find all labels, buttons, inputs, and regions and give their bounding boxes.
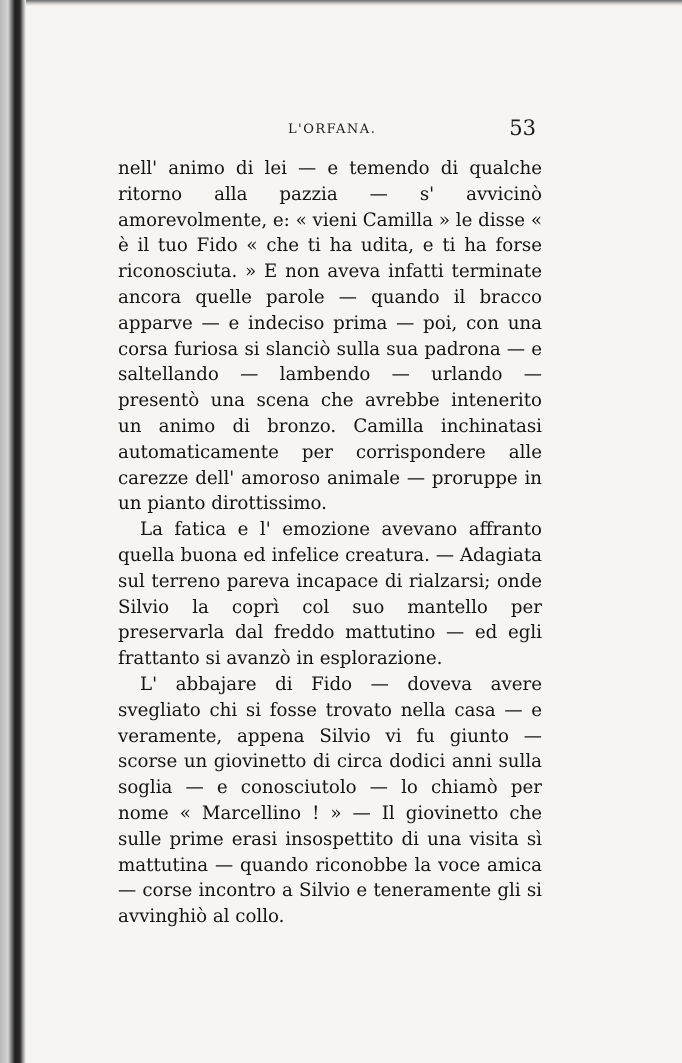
page-top-edge: [0, 0, 682, 6]
binding-shadow: [0, 0, 26, 1063]
page-header: [118, 116, 538, 146]
body-text: [118, 156, 542, 930]
page-number: 53: [509, 116, 536, 140]
paragraph-1: nell' animo di lei — e temendo di qualche ritorno alla pazzia — s' avvicinò amorevolmente, e: « vieni Camilla » le disse « è il tuo Fido « che ti ha udita, e ti ha forse riconosciuta. » E non aveva infatti terminate ancora quelle parole — quando il bracco apparve — e indeciso prima — poi, con una corsa furiosa si slanciò sulla sua padrona — e saltellando — lambendo — urlando — presentò una scena che avrebbe intenerito un animo di bronzo. Camilla inchinatasi automaticamente per corrispondere alle carezze dell' amoroso animale — proruppe in un pianto dirottissimo.: [118, 158, 542, 515]
paragraph-3: L' abbajare di Fido — doveva avere svegliato chi si fosse trovato nella casa — e veramente, appena Silvio vi fu giunto — scorse un giovinetto di circa dodici anni sulla soglia — e conosciutolo — lo chiamò per nome « Marcellino ! » — Il giovinetto che sulle prime erasi insospettito di una visita sì mattutina — quando riconobbe la voce amica — corse incontro a Silvio e teneramente gli si avvinghiò al collo.: [118, 673, 542, 928]
running-head: L'ORFANA.: [288, 122, 377, 137]
paragraph-2: La fatica e l' emozione avevano affranto quella buona ed infelice creatura. — Adagiata sul terreno pareva incapace di rialzarsi; onde Silvio la coprì col suo mantello per preservarla dal freddo mattutino — ed egli frattanto si avanzò in esplorazione.: [118, 519, 542, 670]
